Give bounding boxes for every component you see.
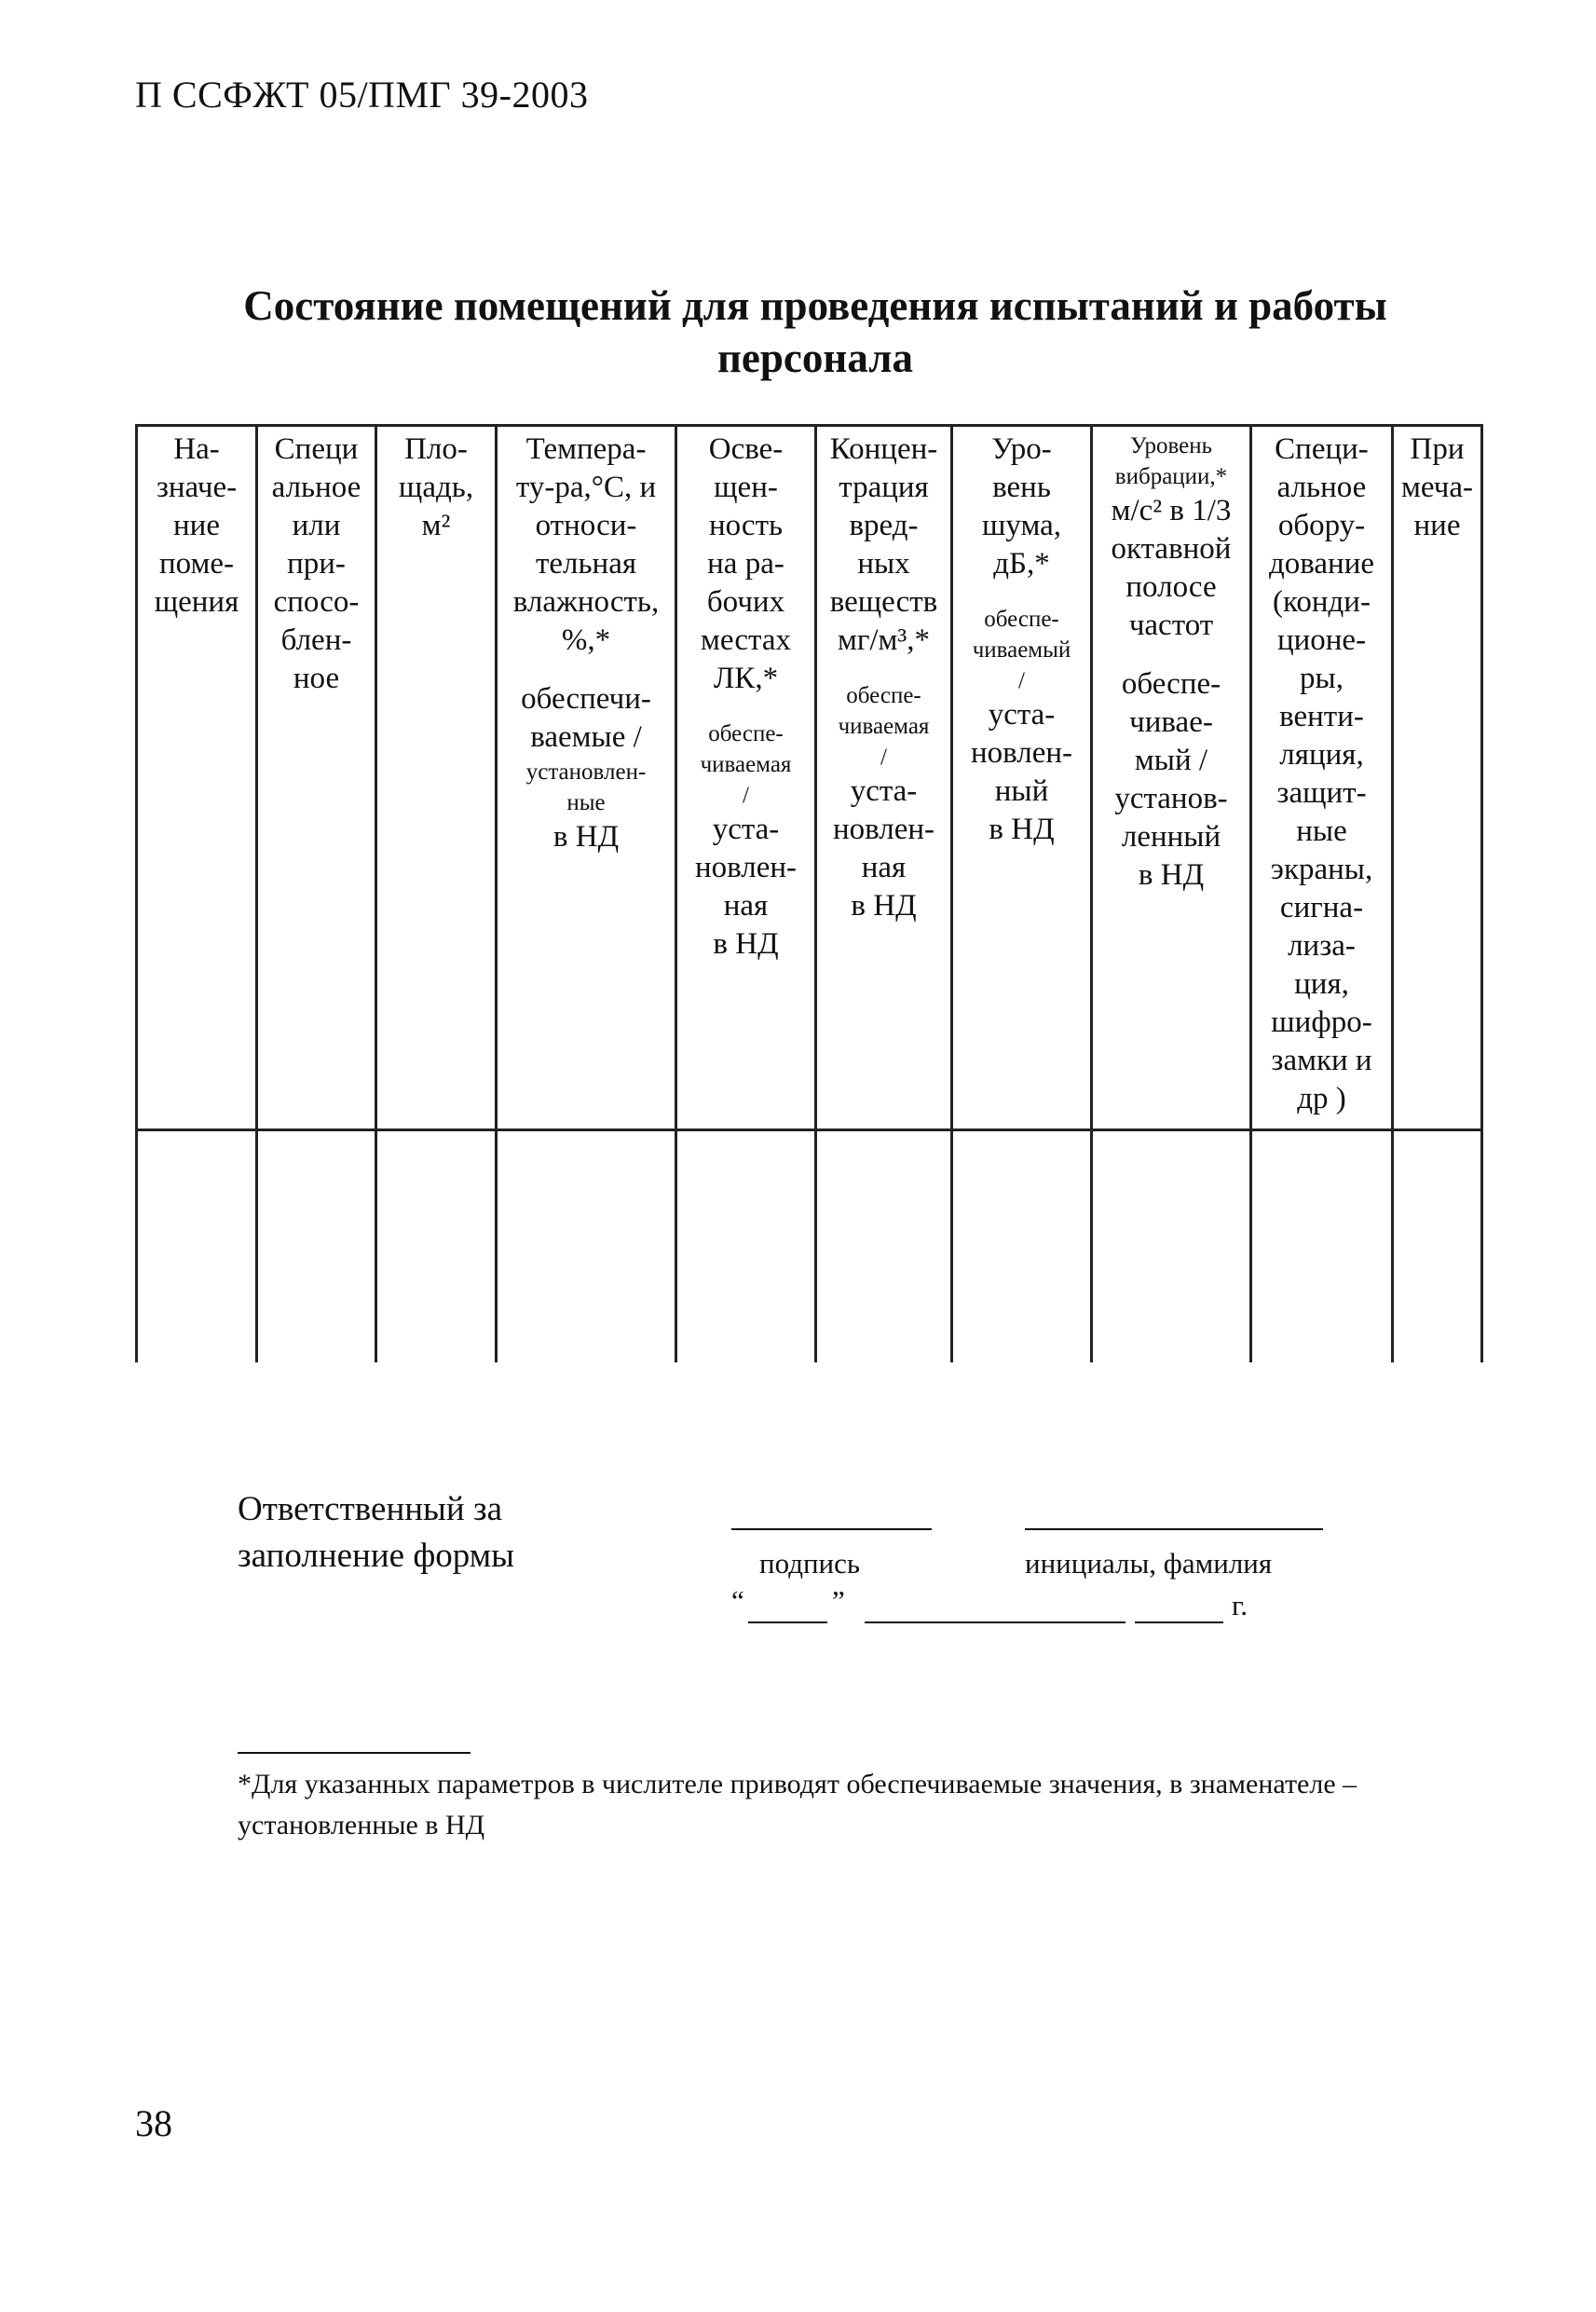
table-cell[interactable] bbox=[676, 1130, 816, 1363]
quote-open: “ bbox=[731, 1584, 744, 1617]
table-cell[interactable] bbox=[257, 1130, 376, 1363]
premises-table bbox=[135, 424, 1483, 1362]
table-cell[interactable] bbox=[952, 1130, 1092, 1363]
header-area: Пло- щадь, м² bbox=[376, 426, 497, 1130]
page-number: 38 bbox=[135, 2102, 172, 2144]
year-line[interactable] bbox=[1135, 1621, 1223, 1623]
signature-line[interactable] bbox=[731, 1528, 932, 1530]
table-cell[interactable] bbox=[816, 1130, 952, 1363]
header-concentration: Концен- трация вред- ных веществ мг/м³,* обеспе- чиваемая / уста- новлен- ная в НД bbox=[816, 426, 952, 1130]
name-line[interactable] bbox=[1025, 1528, 1323, 1530]
table-header-row bbox=[137, 426, 1482, 1130]
quote-close: ” bbox=[832, 1584, 845, 1617]
header-vibration: Уровень вибрации,* м/с² в 1/3 октавной полосе частот обеспе- чивае- мый / установ- ленный в НД bbox=[1092, 426, 1251, 1130]
title-line-2: персонала bbox=[717, 335, 913, 381]
header-special: Специ альное или при- спосо- блен- ное bbox=[257, 426, 376, 1130]
header-purpose: На- значе- ние поме- щения bbox=[137, 426, 257, 1130]
header-illumination: Осве- щен- ность на ра- бочих местах ЛК,* обеспе- чиваемая / уста- новлен- ная в НД bbox=[676, 426, 816, 1130]
year-suffix: г. bbox=[1232, 1589, 1248, 1621]
responsible-label: Ответственный за заполнение формы bbox=[238, 1490, 515, 1575]
name-caption: инициалы, фамилия bbox=[1025, 1547, 1273, 1580]
footnote: *Для указанных параметров в числителе приводят обеспечиваемые значения, в знаменателе – установленные в НД bbox=[238, 1769, 1357, 1840]
header-noise: Уро- вень шума, дБ,* обеспе- чиваемый / уста- новлен- ный в НД bbox=[952, 426, 1092, 1130]
document-code: П ССФЖТ 05/ПМГ 39-2003 bbox=[135, 74, 589, 116]
header-temperature-humidity: Темпера- ту-ра,°С, и относи- тельная влажность, %,* обеспечи- ваемые / установлен- ные в НД bbox=[497, 426, 676, 1130]
footnote-divider bbox=[238, 1752, 471, 1754]
table-cell[interactable] bbox=[1251, 1130, 1393, 1363]
table-row bbox=[137, 1130, 1482, 1363]
header-notes: При меча- ние bbox=[1393, 426, 1482, 1130]
table-cell[interactable] bbox=[497, 1130, 676, 1363]
table-cell[interactable] bbox=[1092, 1130, 1251, 1363]
signature-caption: подпись bbox=[759, 1547, 861, 1580]
table-cell[interactable] bbox=[376, 1130, 497, 1363]
table-cell[interactable] bbox=[137, 1130, 257, 1363]
table-cell[interactable] bbox=[1393, 1130, 1482, 1363]
header-equipment: Специ- альное обору- дование (конди- ционе- ры, венти- ляция, защит- ные экраны, сигна- лиза- ция, шифро- замки и др ) bbox=[1251, 426, 1393, 1130]
day-line[interactable] bbox=[748, 1621, 827, 1623]
page-title bbox=[140, 280, 1491, 384]
month-line[interactable] bbox=[865, 1621, 1125, 1623]
title-line-1: Состояние помещений для проведения испытаний и работы bbox=[243, 282, 1387, 329]
